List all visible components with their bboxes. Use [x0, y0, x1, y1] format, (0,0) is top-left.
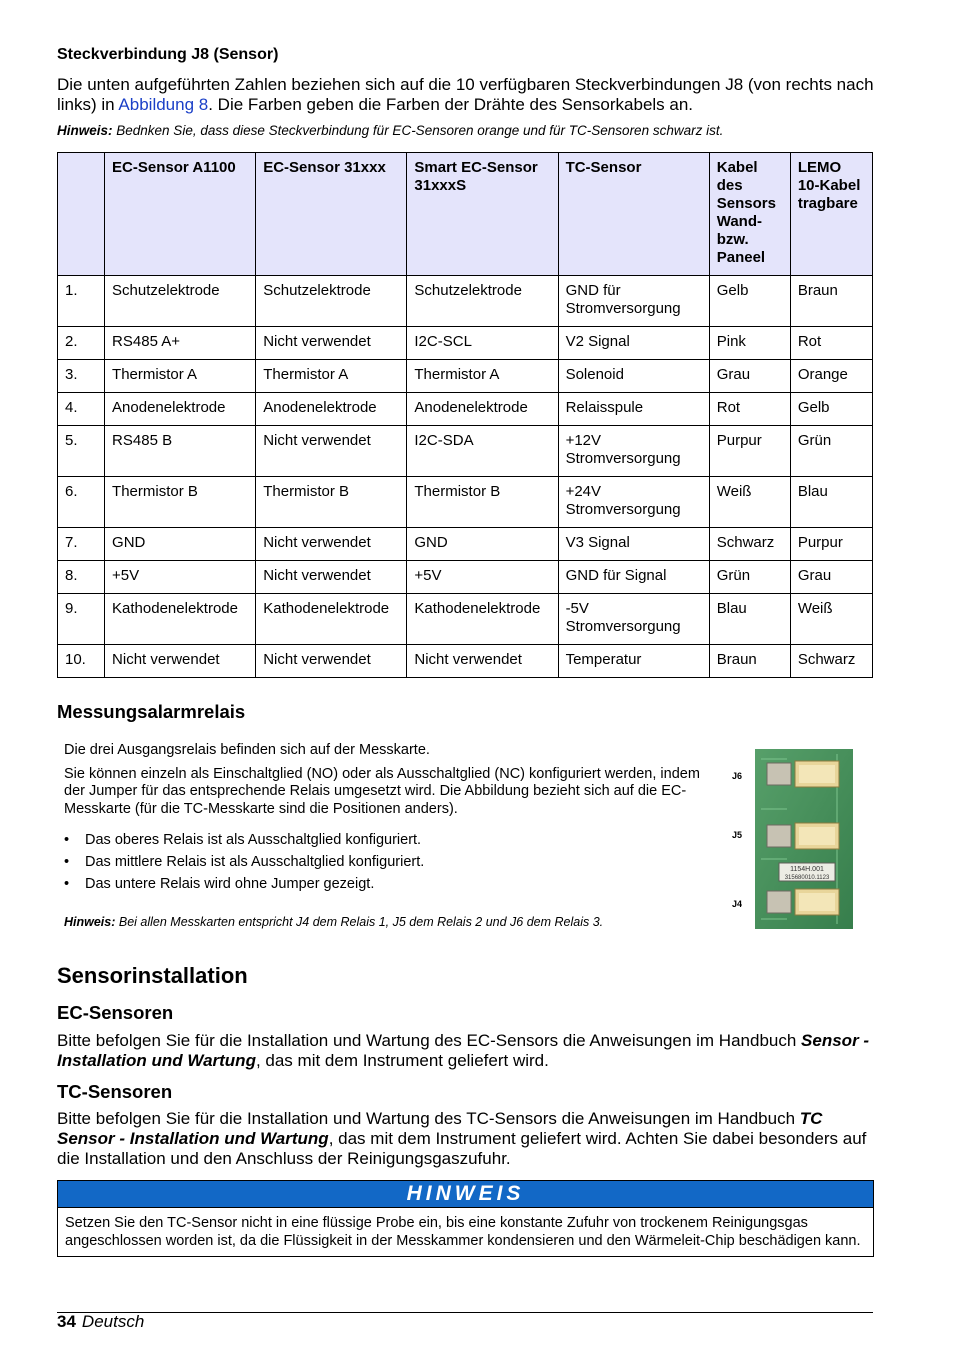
table-cell: GND: [105, 528, 256, 561]
ec-sensor-paragraph: [57, 1031, 877, 1071]
table-cell: 7.: [58, 528, 105, 561]
ec-manual-title: Sensor - Installation und Wartung: [57, 1031, 870, 1070]
table-cell: Nicht verwendet: [256, 561, 407, 594]
table-cell: Gelb: [790, 393, 872, 426]
note-text: Bednken Sie, dass diese Steckverbindung für EC-Sensoren orange und für TC-Sensoren schwarz ist.: [112, 123, 724, 138]
tc-sensor-paragraph: [57, 1109, 877, 1169]
header-cell: Smart EC-Sensor 31xxxS: [407, 153, 558, 276]
table-cell: I2C-SCL: [407, 327, 558, 360]
table-cell: Thermistor A: [256, 360, 407, 393]
relay-j5: [767, 823, 839, 849]
table-row: [58, 477, 873, 528]
table-cell: +5V: [407, 561, 558, 594]
relay-bullet-list: [64, 832, 704, 894]
ec-sensor-heading: EC-Sensoren: [57, 1002, 174, 1023]
notice-box: [57, 1180, 874, 1257]
list-item: • Das oberes Relais ist als Ausschaltglied konfiguriert.: [64, 832, 704, 850]
relay-paragraph: Sie können einzeln als Einschaltglied (NO) oder als Ausschaltglied (NC) konfiguriert werden, indem der Jumper für das entsprechende Relais umgesetzt wird. Die Abbildung bezieht sich auf die EC-Messkarte (für die TC-Messkarte sind die Positionen anders).: [64, 765, 700, 817]
tc-text-end: , das mit dem Instrument geliefert wird. Achten Sie dabei besonders auf die Installation und den Anschluss der Reinigungsgaszufuhr.: [57, 1129, 867, 1168]
pin-table: [57, 152, 873, 678]
figure-link[interactable]: Abbildung 8: [118, 95, 209, 114]
chip-label: 1154H.001: [790, 866, 824, 873]
table-cell: 3.: [58, 360, 105, 393]
tc-sensor-heading: TC-Sensoren: [57, 1081, 173, 1102]
table-cell: 4.: [58, 393, 105, 426]
table-cell: Temperatur: [558, 645, 709, 678]
table-cell: Nicht verwendet: [407, 645, 558, 678]
table-row: [58, 276, 873, 327]
table-cell: RS485 A+: [105, 327, 256, 360]
table-cell: Schutzelektrode: [256, 276, 407, 327]
chip-label: 315680010.1123: [784, 875, 830, 881]
table-cell: RS485 B: [105, 426, 256, 477]
table-cell: Anodenelektrode: [407, 393, 558, 426]
table-cell: 10.: [58, 645, 105, 678]
table-cell: Thermistor A: [105, 360, 256, 393]
table-cell: Schwarz: [790, 645, 872, 678]
table-cell: GND für Signal: [558, 561, 709, 594]
table-cell: Purpur: [709, 426, 790, 477]
table-cell: Kathodenelektrode: [407, 594, 558, 645]
table-row: [58, 360, 873, 393]
relay-description: [64, 742, 704, 898]
table-cell: 8.: [58, 561, 105, 594]
header-cell: EC-Sensor A1100: [105, 153, 256, 276]
table-cell: Pink: [709, 327, 790, 360]
table-cell: Braun: [790, 276, 872, 327]
header-cell: TC-Sensor: [558, 153, 709, 276]
table-cell: Weiß: [709, 477, 790, 528]
table-cell: Grün: [790, 426, 872, 477]
notice-text: Setzen Sie den TC-Sensor nicht in eine flüssige Probe ein, bis eine konstante Zufuhr von trockenem Reinigungsgas angeschlossen worden ist, da die Flüssigkeit in der Messkammer kondensieren und den Wärmeleit-Chip beschädigen kann.: [65, 1215, 861, 1249]
intro-text-start: Die unten aufgeführten Zahlen beziehen sich auf die 10 verfügbaren Steckverbindungen J8 (von rechts nach links) in: [57, 75, 874, 114]
table-cell: +5V: [105, 561, 256, 594]
table-cell: Thermistor B: [105, 477, 256, 528]
table-cell: -5V Stromversorgung: [558, 594, 709, 645]
table-cell: 1.: [58, 276, 105, 327]
table-cell: Schwarz: [709, 528, 790, 561]
table-cell: Kathodenelektrode: [256, 594, 407, 645]
table-cell: Rot: [790, 327, 872, 360]
page-number: 34: [57, 1312, 76, 1331]
connector-note: [57, 123, 723, 138]
connector-heading: Steckverbindung J8 (Sensor): [57, 46, 279, 63]
table-cell: Grau: [709, 360, 790, 393]
table-cell: Thermistor B: [407, 477, 558, 528]
table-cell: Nicht verwendet: [256, 528, 407, 561]
table-cell: 9.: [58, 594, 105, 645]
header-cell: Kabel des Sensors Wand- bzw. Paneel: [709, 153, 790, 276]
relay-paragraph: Die drei Ausgangsrelais befinden sich auf der Messkarte.: [64, 742, 430, 758]
relay-board-image: [727, 749, 853, 929]
table-row: [58, 327, 873, 360]
table-cell: Thermistor B: [256, 477, 407, 528]
table-cell: I2C-SDA: [407, 426, 558, 477]
table-cell: 6.: [58, 477, 105, 528]
header-cell: EC-Sensor 31xxx: [256, 153, 407, 276]
list-item: • Das mittlere Relais ist als Ausschaltglied konfiguriert.: [64, 854, 704, 872]
table-cell: Relaisspule: [558, 393, 709, 426]
relay-j4: [767, 889, 839, 915]
note-text: Bei allen Messkarten entspricht J4 dem Relais 1, J5 dem Relais 2 und J6 dem Relais 3.: [115, 915, 604, 929]
note-label: Hinweis:: [57, 123, 113, 138]
table-cell: Grau: [790, 561, 872, 594]
table-cell: Kathodenelektrode: [105, 594, 256, 645]
intro-text-end: . Die Farben geben die Farben der Drähte des Sensorkabels an.: [208, 95, 694, 114]
j4-label: J4: [732, 899, 743, 909]
list-item: • Das untere Relais wird ohne Jumper gezeigt.: [64, 876, 704, 894]
notice-heading: HINWEIS: [58, 1181, 873, 1208]
table-cell: Rot: [709, 393, 790, 426]
installation-heading: Sensorinstallation: [57, 963, 248, 988]
table-cell: GND: [407, 528, 558, 561]
table-cell: Schutzelektrode: [105, 276, 256, 327]
note-label: Hinweis:: [64, 915, 116, 929]
table-row: [58, 594, 873, 645]
ec-text-start: Bitte befolgen Sie für die Installation und Wartung des EC-Sensors die Anweisungen im Handbuch: [57, 1031, 802, 1050]
table-cell: Thermistor A: [407, 360, 558, 393]
table-cell: +24V Stromversorgung: [558, 477, 709, 528]
j6-label: J6: [732, 771, 743, 781]
table-cell: GND für Stromversorgung: [558, 276, 709, 327]
table-cell: Purpur: [790, 528, 872, 561]
intro-paragraph: [57, 75, 877, 115]
j5-label: J5: [732, 830, 743, 840]
table-cell: V3 Signal: [558, 528, 709, 561]
header-cell: [58, 153, 105, 276]
table-cell: Blau: [709, 594, 790, 645]
table-cell: 2.: [58, 327, 105, 360]
table-row: [58, 393, 873, 426]
relay-j6: [767, 761, 839, 787]
footer-divider: [57, 1312, 873, 1313]
page-footer: [57, 1312, 144, 1332]
table-cell: Blau: [790, 477, 872, 528]
table-cell: Anodenelektrode: [105, 393, 256, 426]
footer-language: Deutsch: [81, 1312, 145, 1331]
relay-note: [64, 915, 603, 929]
table-cell: Nicht verwendet: [105, 645, 256, 678]
table-row: [58, 645, 873, 678]
table-cell: Weiß: [790, 594, 872, 645]
table-cell: Anodenelektrode: [256, 393, 407, 426]
header-cell: LEMO 10-Kabel tragbare: [790, 153, 872, 276]
ec-text-end: , das mit dem Instrument geliefert wird.: [255, 1051, 549, 1070]
table-cell: Nicht verwendet: [256, 426, 407, 477]
table-row: [58, 426, 873, 477]
table-cell: Solenoid: [558, 360, 709, 393]
table-cell: Nicht verwendet: [256, 645, 407, 678]
table-cell: Orange: [790, 360, 872, 393]
tc-text-start: Bitte befolgen Sie für die Installation und Wartung des TC-Sensors die Anweisungen im Handbuch: [57, 1109, 800, 1128]
table-cell: Nicht verwendet: [256, 327, 407, 360]
table-row: [58, 561, 873, 594]
tc-manual-title: TC Sensor - Installation und Wartung: [57, 1109, 823, 1148]
table-cell: +12V Stromversorgung: [558, 426, 709, 477]
relay-heading: Messungsalarmrelais: [57, 701, 246, 722]
table-cell: 5.: [58, 426, 105, 477]
table-header-row: [58, 153, 873, 276]
table-cell: Gelb: [709, 276, 790, 327]
table-cell: Grün: [709, 561, 790, 594]
table-row: [58, 528, 873, 561]
table-cell: Schutzelektrode: [407, 276, 558, 327]
table-cell: Braun: [709, 645, 790, 678]
table-cell: V2 Signal: [558, 327, 709, 360]
